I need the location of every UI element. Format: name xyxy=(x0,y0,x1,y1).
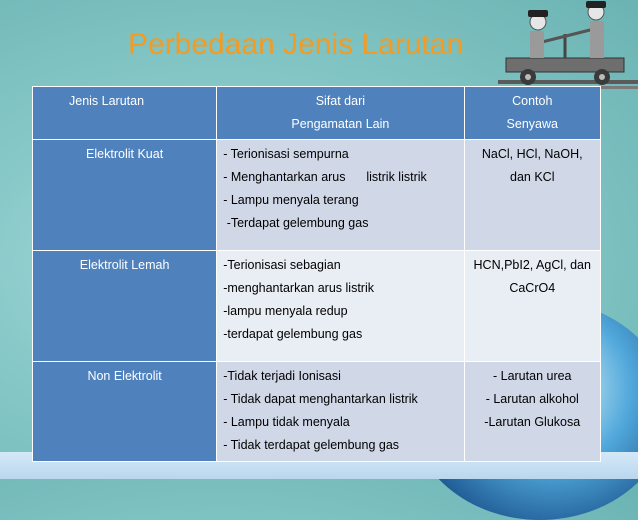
contoh-line: - Larutan alkohol xyxy=(485,392,579,406)
table-row-elektrolit-lemah xyxy=(33,251,601,362)
sifat-line: - Lampu tidak menyala xyxy=(223,415,350,429)
slide-title: Perbedaan Jenis Larutan xyxy=(128,28,464,61)
header-jenis: Jenis Larutan xyxy=(33,87,217,140)
sifat-line: -menghantarkan arus listrik xyxy=(223,281,374,295)
header-sifat xyxy=(217,87,464,140)
sifat-line: -terdapat gelembung gas xyxy=(223,327,363,341)
solution-comparison-table xyxy=(32,86,601,462)
row-label: Non Elektrolit xyxy=(33,362,217,462)
sifat-line: -lampu menyala redup xyxy=(223,304,348,318)
sifat-line: -Terdapat gelembung gas xyxy=(223,216,369,230)
sifat-line: -Tidak terjadi Ionisasi xyxy=(223,369,341,383)
sifat-line: - Lampu menyala terang xyxy=(223,193,359,207)
contoh-cell xyxy=(464,140,601,251)
sifat-line: - Terionisasi sempurna xyxy=(223,147,349,161)
contoh-line: dan KCl xyxy=(510,170,555,184)
contoh-line: - Larutan urea xyxy=(492,369,572,383)
sifat-line: -Terionisasi sebagian xyxy=(223,258,341,272)
sifat-cell xyxy=(217,362,464,462)
table-row-elektrolit-kuat xyxy=(33,140,601,251)
contoh-cell xyxy=(464,362,601,462)
row-label: Elektrolit Kuat xyxy=(33,140,217,251)
sifat-cell xyxy=(217,251,464,362)
contoh-line: HCN,PbI2, AgCl, dan xyxy=(473,258,591,272)
table-row-non-elektrolit xyxy=(33,362,601,462)
header-row xyxy=(33,87,601,140)
contoh-line: NaCl, HCl, NaOH, xyxy=(481,147,583,161)
contoh-cell xyxy=(464,251,601,362)
contoh-line: -Larutan Glukosa xyxy=(484,415,581,429)
header-sifat-line-1: Sifat dari xyxy=(315,94,366,108)
sifat-line: - Tidak terdapat gelembung gas xyxy=(223,438,400,452)
header-contoh-line-1: Contoh xyxy=(512,94,553,108)
contoh-line: CaCrO4 xyxy=(509,281,556,295)
header-sifat-line-2: Pengamatan Lain xyxy=(291,117,390,131)
header-contoh xyxy=(464,87,601,140)
sifat-line: - Menghantarkan arus listrik listrik xyxy=(223,170,427,184)
handcar-workers-illustration xyxy=(498,0,638,92)
header-contoh-line-2: Senyawa xyxy=(506,117,558,131)
sifat-cell xyxy=(217,140,464,251)
sifat-line: - Tidak dapat menghantarkan listrik xyxy=(223,392,418,406)
row-label: Elektrolit Lemah xyxy=(33,251,217,362)
